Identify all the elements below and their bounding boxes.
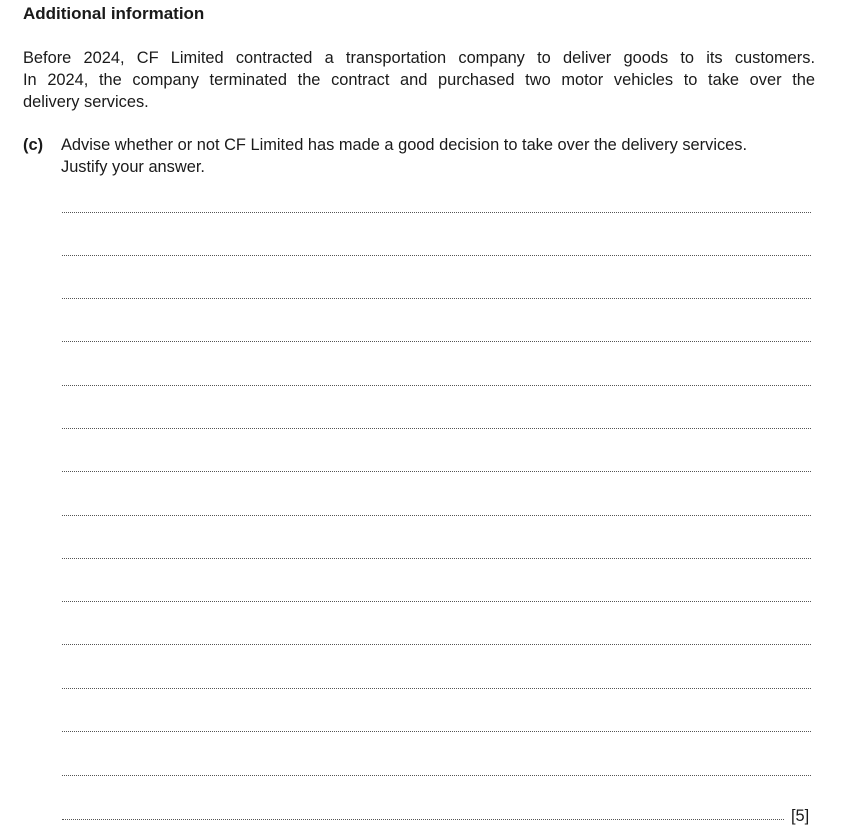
answer-line[interactable] bbox=[62, 775, 811, 776]
answer-line[interactable] bbox=[62, 212, 811, 213]
question-text bbox=[61, 134, 815, 178]
answer-line[interactable] bbox=[62, 471, 811, 472]
question-label: (c) bbox=[23, 136, 44, 154]
answer-line[interactable] bbox=[62, 558, 811, 559]
answer-line[interactable] bbox=[62, 341, 811, 342]
answer-line[interactable] bbox=[62, 515, 811, 516]
context-paragraph bbox=[23, 47, 815, 113]
answer-line[interactable] bbox=[62, 255, 811, 256]
answer-line[interactable] bbox=[62, 298, 811, 299]
answer-line[interactable] bbox=[62, 428, 811, 429]
paragraph-line: Before 2024, CF Limited contracted a transportation company to deliver goods to its customers. bbox=[23, 49, 815, 67]
answer-line[interactable] bbox=[62, 819, 784, 820]
answer-line[interactable] bbox=[62, 731, 811, 732]
paragraph-line: In 2024, the company terminated the contract and purchased two motor vehicles to take over the bbox=[23, 71, 815, 89]
paragraph-line: delivery services. bbox=[23, 93, 149, 111]
marks-label: [5] bbox=[791, 807, 810, 825]
answer-line[interactable] bbox=[62, 601, 811, 602]
question-line: Advise whether or not CF Limited has made a good decision to take over the delivery services. bbox=[61, 136, 748, 154]
answer-line[interactable] bbox=[62, 385, 811, 386]
answer-line[interactable] bbox=[62, 644, 811, 645]
question-line: Justify your answer. bbox=[61, 158, 205, 176]
answer-line[interactable] bbox=[62, 688, 811, 689]
section-heading: Additional information bbox=[23, 4, 205, 23]
